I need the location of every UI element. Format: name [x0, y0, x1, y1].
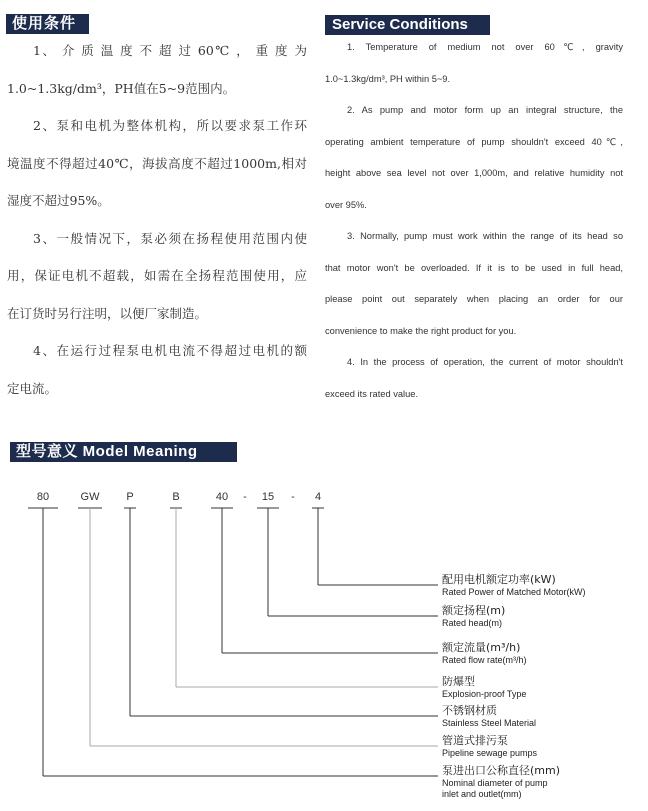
model-label-en: inlet and outlet(mm) [442, 789, 522, 799]
en-item-line: 2. As pump and motor form up an integral structure, the [347, 105, 623, 115]
model-code: GW [80, 491, 100, 503]
cn-section-title: 使用条件 [6, 14, 89, 34]
model-label-en: Rated head(m) [442, 618, 503, 628]
cn-item-line: 在订货时另行注明，以便厂家制造。 [7, 305, 208, 321]
en-item-line: operating ambient temperature of pump shouldn't exceed 40℃, [325, 136, 623, 147]
cn-item-line: 1.0~1.3kg/dm³，PH值在5~9范围内。 [7, 80, 236, 96]
en-item-line: height above sea level not over 1,000m, and relative humidity not [325, 168, 623, 178]
cn-item-line: 用，保证电机不超载，如需在全扬程范围使用，应 [7, 268, 307, 283]
model-code: B [172, 491, 180, 503]
en-item-line: 3. Normally, pump must work within the range of its head so [347, 231, 623, 241]
model-code: 4 [314, 491, 322, 503]
model-label-en: Explosion-proof Type [442, 689, 527, 699]
model-label-en: Rated Power of Matched Motor(kW) [442, 587, 586, 597]
model-code: - [291, 491, 295, 503]
model-code: 80 [36, 491, 50, 503]
en-item-line: over 95%. [325, 199, 367, 210]
en-item-line: convenience to make the right product for you. [325, 325, 517, 336]
en-item-line: 1.0~1.3kg/dm³, PH within 5~9. [325, 73, 451, 84]
cn-item-line: 定电流。 [7, 380, 58, 396]
model-label-en: Nominal diameter of pump [442, 778, 548, 788]
model-code: 40 [215, 491, 229, 503]
model-label-en: Pipeline sewage pumps [442, 748, 538, 758]
en-item-line: please point out separately when placing an order for our [325, 294, 623, 304]
model-label-cn: 额定扬程(m) [442, 604, 506, 617]
model-label-cn: 防爆型 [442, 675, 475, 688]
model-code: 15 [261, 491, 275, 503]
model-meaning-title: 型号意义 Model Meaning [10, 442, 237, 462]
model-label-en: Rated flow rate(m³/h) [442, 655, 527, 665]
en-item-line: 4. In the process of operation, the current of motor shouldn't [347, 357, 623, 367]
en-section-title: Service Conditions [325, 15, 490, 35]
model-label-cn: 管道式排污泵 [442, 734, 508, 747]
en-item-line: that motor won't be overloaded. If it is to be used in full head, [325, 262, 623, 273]
cn-item-line: 3、一般情况下，泵必须在扬程使用范围内使 [33, 230, 307, 246]
model-label-cn: 配用电机额定功率(kW) [442, 573, 556, 586]
model-label-cn: 不锈钢材质 [442, 704, 497, 717]
model-code: P [126, 491, 134, 503]
model-label-en: Stainless Steel Material [442, 718, 537, 728]
model-label-cn: 额定流量(m³/h) [442, 641, 521, 654]
cn-item-line: 4、在运行过程泵电机电流不得超过电机的额 [33, 343, 307, 358]
cn-item-line: 2、泵和电机为整体机构，所以要求泵工作环 [33, 118, 307, 133]
cn-item-line: 湿度不超过95%。 [7, 193, 110, 208]
en-item-line: 1. Temperature of medium not over 60℃, gravity [347, 42, 623, 52]
model-meaning-diagram [0, 470, 648, 811]
model-label-cn: 泵进出口公称直径(mm) [442, 764, 561, 777]
en-item-line: exceed its rated value. [325, 388, 419, 399]
model-code: - [243, 491, 247, 503]
cn-item-line: 1、 介 质 温 度 不 超 过 60℃ ， 重 度 为 [33, 43, 307, 58]
cn-item-line: 境温度不得超过40℃，海拔高度不超过1000m,相对 [7, 155, 307, 171]
